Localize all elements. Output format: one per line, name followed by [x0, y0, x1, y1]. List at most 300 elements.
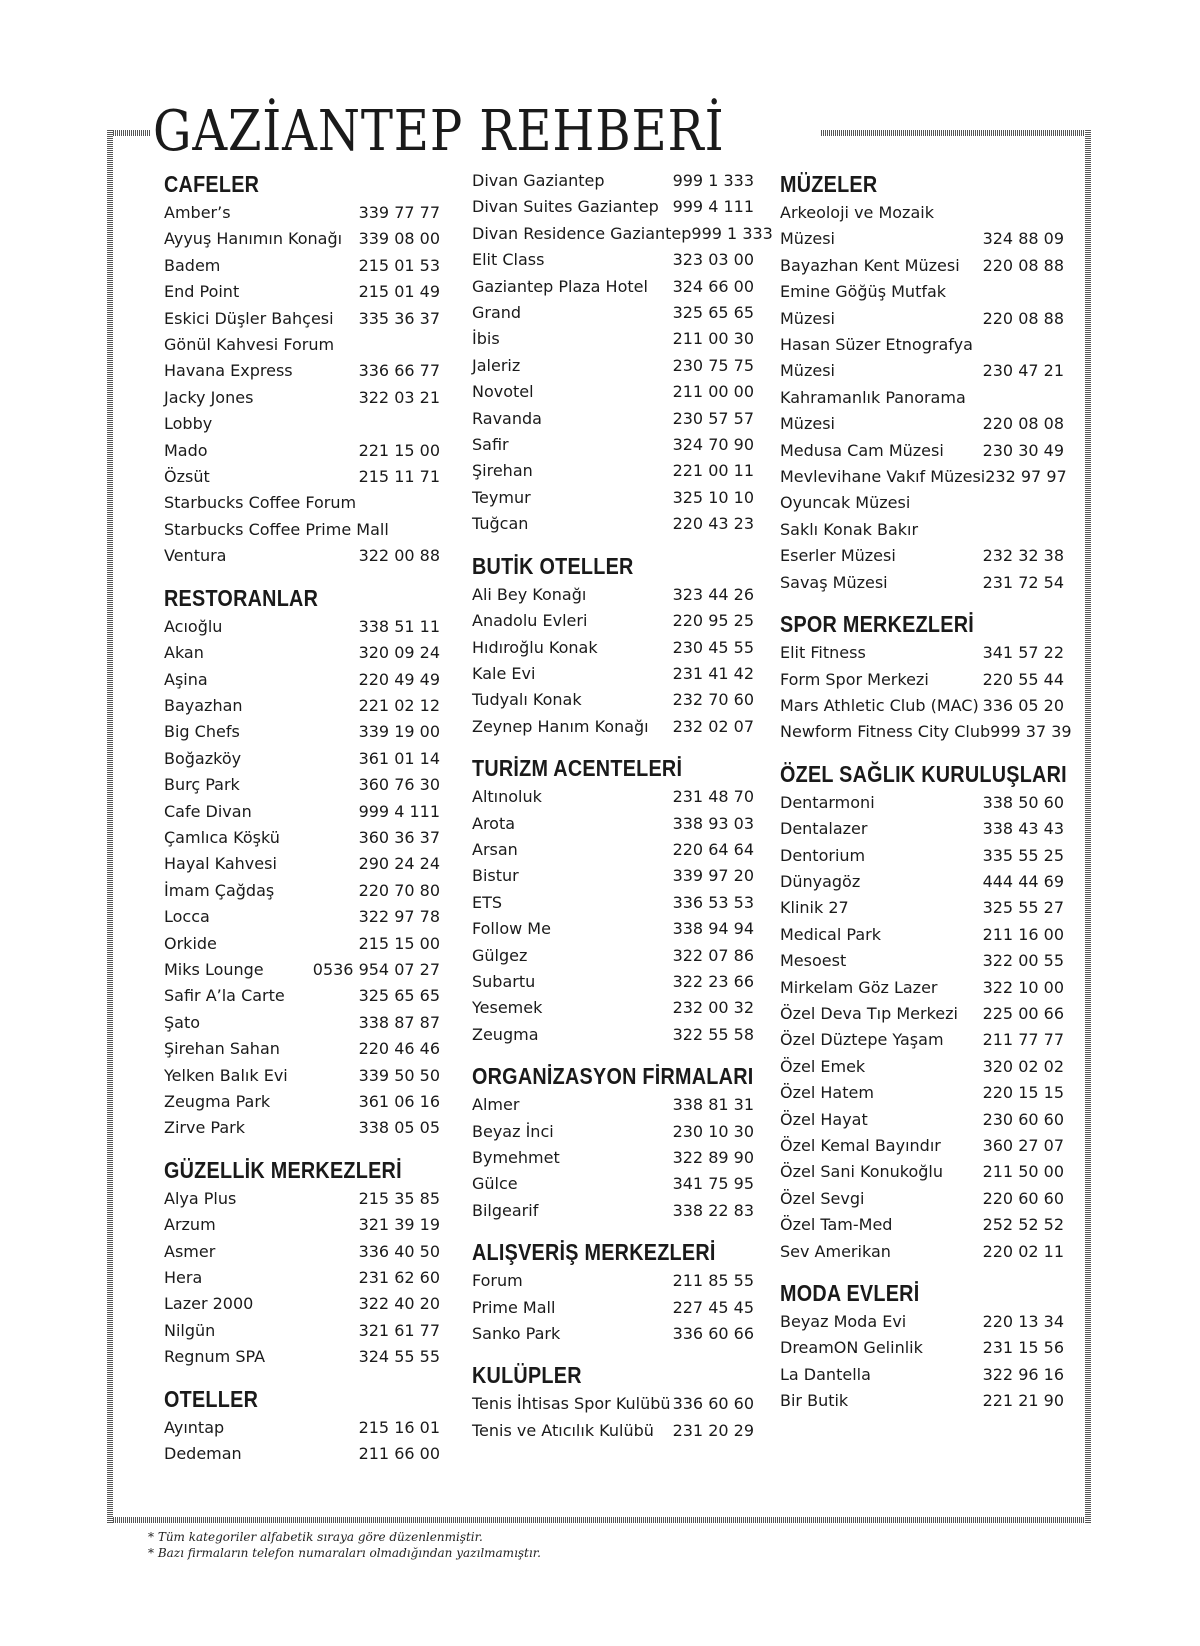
entry-phone: 335 55 25 — [982, 845, 1064, 865]
entry-name: Lobby — [164, 414, 213, 434]
directory-entry — [780, 1362, 1064, 1388]
directory-entry — [472, 811, 754, 837]
directory-entry — [164, 825, 440, 851]
entry-name: Nilgün — [164, 1320, 216, 1340]
entry-name: Form Spor Merkezi — [780, 669, 929, 689]
section-title: BUTİK OTELLER — [472, 552, 634, 579]
directory-entry — [164, 772, 440, 798]
directory-section — [472, 1236, 754, 1347]
section-title: OTELLER — [164, 1385, 259, 1412]
directory-entry — [164, 957, 440, 983]
entry-name: Zeynep Hanım Konağı — [472, 716, 649, 736]
directory-entry — [472, 1268, 754, 1294]
entry-name: Savaş Müzesi — [780, 572, 888, 592]
directory-entry — [780, 570, 1064, 596]
entry-phone: 322 00 88 — [358, 546, 440, 566]
entry-name: Follow Me — [472, 919, 551, 939]
entry-name: Bilgearif — [472, 1200, 539, 1220]
entry-name: Ventura — [164, 546, 227, 566]
entry-name: Gülgez — [472, 945, 528, 965]
directory-entry — [472, 221, 773, 247]
entry-phone: 220 08 88 — [982, 308, 1064, 328]
entry-name: La Dantella — [780, 1364, 871, 1384]
directory-entry — [780, 975, 1064, 1001]
directory-entry — [780, 464, 1067, 490]
entry-phone: 999 1 333 — [672, 171, 754, 190]
directory-column-1 — [164, 168, 440, 1467]
directory-column-2 — [472, 168, 773, 1444]
entry-name: Saklı Konak Bakır — [780, 519, 919, 539]
directory-entry — [472, 1295, 754, 1321]
entry-name: Arsan — [472, 839, 518, 859]
entry-phone: 215 01 53 — [358, 255, 440, 275]
entry-phone: 338 43 43 — [982, 819, 1064, 839]
directory-section — [164, 582, 440, 1142]
section-title: ORGANİZASYON FİRMALARI — [472, 1063, 754, 1090]
entry-name: Eserler Müzesi — [780, 546, 896, 566]
entry-phone: 999 4 111 — [672, 197, 754, 217]
directory-entry — [164, 200, 440, 226]
directory-entry — [472, 194, 754, 220]
entry-name: Bir Butik — [780, 1391, 849, 1411]
entry-name: Özel Tam-Med — [780, 1215, 893, 1235]
directory-entry — [780, 279, 1064, 305]
entry-phone: 336 66 77 — [358, 361, 440, 381]
directory-entry — [472, 969, 754, 995]
entry-name: Havana Express — [164, 361, 293, 381]
entry-phone: 211 00 00 — [672, 382, 754, 402]
entry-phone: 321 61 77 — [358, 1320, 440, 1340]
entry-phone: 323 03 00 — [672, 250, 754, 270]
directory-entry — [472, 1092, 754, 1118]
directory-entry — [472, 1022, 754, 1048]
entry-phone: 231 41 42 — [672, 663, 754, 683]
directory-entry — [780, 1388, 1064, 1414]
directory-entry — [472, 485, 754, 511]
entry-phone: 211 77 77 — [982, 1030, 1064, 1050]
directory-entry — [164, 640, 440, 666]
entry-phone: 325 55 27 — [982, 898, 1064, 918]
entry-phone: 211 85 55 — [672, 1271, 754, 1291]
directory-entry — [472, 582, 754, 608]
entry-phone: 221 02 12 — [358, 695, 440, 715]
directory-section — [780, 1277, 1064, 1415]
directory-entry — [164, 693, 440, 719]
entry-phone: 322 10 00 — [982, 977, 1064, 997]
entry-name: Mars Athletic Club (MAC) — [780, 695, 979, 715]
entry-name: Akan — [164, 643, 204, 663]
directory-entry — [780, 253, 1064, 279]
directory-entry — [472, 916, 754, 942]
directory-entry — [164, 543, 440, 569]
entry-name: Zirve Park — [164, 1118, 245, 1138]
entry-name: Özel Kemal Bayındır — [780, 1136, 941, 1155]
entry-phone: 231 72 54 — [982, 572, 1064, 592]
directory-entry — [472, 274, 754, 300]
entry-name: Özel Emek — [780, 1056, 866, 1076]
directory-entry — [164, 1186, 440, 1212]
entry-name: Boğazköy — [164, 748, 242, 768]
entry-name: ETS — [472, 892, 503, 912]
directory-entry — [164, 1415, 440, 1441]
page-title: GAZİANTEP REHBERİ — [152, 99, 725, 164]
entry-phone: 322 07 86 — [672, 945, 754, 965]
entry-name: Aşina — [164, 669, 208, 689]
directory-entry — [164, 983, 440, 1009]
directory-section — [780, 758, 1067, 1265]
entry-name: Müzesi — [780, 308, 835, 328]
directory-entry — [780, 1159, 1064, 1185]
title-banner — [150, 95, 820, 169]
entry-phone: 335 36 37 — [358, 308, 440, 328]
entry-phone: 220 49 49 — [358, 669, 440, 689]
entry-name: Tuğcan — [472, 514, 529, 534]
directory-entry — [472, 432, 754, 458]
entry-name: Bayazhan — [164, 695, 243, 715]
directory-entry — [164, 1239, 440, 1265]
directory-entry — [472, 1418, 754, 1444]
entry-phone: 211 50 00 — [982, 1162, 1064, 1182]
directory-entry — [164, 719, 440, 745]
entry-phone: 230 57 57 — [672, 408, 754, 428]
entry-phone: 232 32 38 — [982, 546, 1064, 566]
directory-entry — [164, 1089, 440, 1115]
directory-entry — [472, 714, 754, 740]
directory-entry — [164, 332, 440, 358]
directory-entry — [780, 1335, 1064, 1361]
entry-phone: 220 64 64 — [672, 839, 754, 859]
directory-entry — [164, 931, 440, 957]
directory-entry — [780, 332, 1064, 358]
entry-phone: 339 77 77 — [358, 203, 440, 222]
entry-name: Özel Hayat — [780, 1109, 868, 1129]
entry-phone: 338 05 05 — [358, 1118, 440, 1138]
entry-name: Şato — [164, 1012, 201, 1032]
entry-phone: 999 1 333 — [691, 223, 773, 243]
directory-entry — [164, 1265, 440, 1291]
frame-bottom-border — [107, 1517, 1091, 1523]
directory-entry — [780, 438, 1064, 464]
entry-name: Elit Class — [472, 250, 545, 270]
entry-name: Divan Gaziantep — [472, 171, 605, 190]
directory-entry — [780, 490, 1064, 516]
entry-phone: 341 75 95 — [672, 1174, 754, 1194]
entry-phone: 211 66 00 — [358, 1444, 440, 1464]
directory-entry — [780, 385, 1064, 411]
entry-phone: 220 70 80 — [358, 880, 440, 900]
entry-name: Safir — [472, 435, 509, 455]
entry-name: Jacky Jones — [164, 387, 254, 407]
entry-name: Prime Mall — [472, 1297, 556, 1317]
entry-name: Dedeman — [164, 1444, 242, 1464]
entry-phone: 230 60 60 — [982, 1109, 1064, 1129]
entry-name: Yesemek — [472, 998, 543, 1018]
entry-name: End Point — [164, 282, 240, 302]
entry-name: Ayıntap — [164, 1417, 225, 1437]
directory-entry — [472, 511, 754, 537]
entry-phone: 215 16 01 — [358, 1417, 440, 1437]
entry-phone: 338 22 83 — [672, 1200, 754, 1220]
entry-name: Acıoğlu — [164, 616, 223, 636]
directory-entry — [780, 895, 1064, 921]
entry-name: Cafe Divan — [164, 801, 252, 821]
entry-phone: 338 51 11 — [358, 616, 440, 636]
directory-entry — [472, 353, 754, 379]
entry-phone: 336 05 20 — [982, 695, 1064, 715]
directory-entry — [164, 1063, 440, 1089]
entry-name: Burç Park — [164, 775, 240, 795]
entry-phone: 220 13 34 — [982, 1312, 1064, 1332]
directory-entry — [472, 300, 754, 326]
directory-entry — [472, 943, 754, 969]
directory-entry — [164, 464, 440, 490]
directory-entry — [164, 358, 440, 384]
entry-phone: 444 44 69 — [982, 871, 1064, 891]
entry-phone: 230 75 75 — [672, 355, 754, 375]
directory-entry — [780, 1001, 1064, 1027]
entry-name: Dünyagöz — [780, 871, 861, 891]
entry-phone: 215 35 85 — [358, 1188, 440, 1208]
directory-entry — [780, 693, 1064, 719]
entry-phone: 220 95 25 — [672, 611, 754, 631]
directory-entry — [472, 326, 754, 352]
directory-entry — [472, 1119, 754, 1145]
entry-phone: 322 96 16 — [982, 1364, 1064, 1384]
entry-phone: 322 89 90 — [672, 1148, 754, 1167]
entry-name: Badem — [164, 255, 221, 275]
entry-name: Mirkelam Göz Lazer — [780, 977, 938, 997]
directory-entry — [780, 1186, 1064, 1212]
entry-phone: 322 03 21 — [358, 387, 440, 407]
directory-entry — [164, 904, 440, 930]
directory-entry — [780, 358, 1064, 384]
entry-name: Müzesi — [780, 361, 835, 381]
entry-name: Sanko Park — [472, 1324, 561, 1344]
directory-entry — [780, 306, 1064, 332]
entry-phone: 211 00 30 — [672, 329, 754, 349]
entry-phone: 324 70 90 — [672, 435, 754, 455]
entry-name: Ayyuş Hanımın Konağı — [164, 229, 343, 249]
directory-entry — [164, 385, 440, 411]
entry-phone: 339 97 20 — [672, 866, 754, 886]
entry-name: Müzesi — [780, 414, 835, 434]
entry-phone: 339 19 00 — [358, 722, 440, 742]
directory-entry — [164, 746, 440, 772]
entry-phone: 231 62 60 — [358, 1268, 440, 1288]
directory-entry — [780, 1239, 1064, 1265]
footnotes — [148, 1529, 541, 1561]
entry-phone: 324 88 09 — [982, 229, 1064, 249]
entry-name: Özel Düztepe Yaşam — [780, 1030, 944, 1050]
entry-name: Tenis ve Atıcılık Kulübü — [472, 1420, 654, 1440]
directory-entry — [472, 661, 754, 687]
entry-phone: 338 50 60 — [982, 792, 1064, 812]
section-title: ALIŞVERİŞ MERKEZLERİ — [472, 1239, 716, 1266]
entry-name: Mesoest — [780, 951, 847, 971]
directory-entry — [780, 1054, 1064, 1080]
directory-entry — [164, 1212, 440, 1238]
frame-right-border — [1085, 130, 1091, 1523]
directory-section — [780, 608, 1072, 746]
section-title: MÜZELER — [780, 171, 878, 197]
entry-phone: 322 97 78 — [358, 907, 440, 927]
directory-entry — [780, 640, 1064, 666]
entry-phone: 220 60 60 — [982, 1188, 1064, 1208]
directory-entry — [780, 517, 1064, 543]
entry-phone: 225 00 66 — [982, 1003, 1064, 1023]
directory-section — [472, 752, 754, 1048]
entry-name: Divan Suites Gaziantep — [472, 197, 659, 217]
directory-entry — [472, 784, 754, 810]
entry-phone: 220 55 44 — [982, 669, 1064, 689]
frame-left-border — [107, 130, 113, 1523]
entry-name: Bymehmet — [472, 1148, 560, 1167]
entry-name: Beyaz İnci — [472, 1121, 554, 1141]
directory-entry — [780, 1212, 1064, 1238]
directory-entry — [780, 226, 1064, 252]
entry-name: Elit Fitness — [780, 643, 866, 663]
entry-name: Arota — [472, 813, 516, 833]
entry-phone: 360 76 30 — [358, 775, 440, 795]
entry-phone: 221 15 00 — [358, 440, 440, 460]
entry-phone: 322 23 66 — [672, 971, 754, 991]
directory-entry — [472, 863, 754, 889]
directory-entry — [472, 1171, 754, 1197]
entry-phone: 360 36 37 — [358, 827, 440, 847]
entry-phone: 336 60 60 — [672, 1394, 754, 1414]
entry-name: Medical Park — [780, 924, 881, 944]
directory-section — [164, 1154, 440, 1371]
entry-phone: 361 06 16 — [358, 1092, 440, 1111]
entry-name: Arzum — [164, 1215, 216, 1235]
entry-phone: 220 08 88 — [982, 255, 1064, 275]
entry-phone: 221 21 90 — [982, 1391, 1064, 1411]
entry-phone: 232 00 32 — [672, 998, 754, 1018]
entry-name: Gülce — [472, 1174, 518, 1194]
entry-name: Mevlevihane Vakıf Müzesi — [780, 467, 986, 487]
directory-entry — [780, 869, 1064, 895]
entry-phone: 325 65 65 — [672, 303, 754, 323]
directory-entry — [780, 1133, 1064, 1159]
entry-name: Tudyalı Konak — [472, 690, 582, 710]
entry-phone: 338 94 94 — [672, 919, 754, 939]
entry-phone: 999 37 39 — [990, 722, 1072, 742]
entry-name: Hayal Kahvesi — [164, 854, 277, 874]
directory-entry — [780, 1309, 1064, 1335]
entry-phone: 220 08 08 — [982, 414, 1064, 434]
entry-name: Tenis İhtisas Spor Kulübü — [472, 1394, 671, 1414]
entry-name: Starbucks Coffee Forum — [164, 493, 357, 513]
entry-name: Hasan Süzer Etnografya — [780, 335, 973, 355]
entry-phone: 230 47 21 — [982, 361, 1064, 381]
entry-phone: 231 15 56 — [982, 1338, 1064, 1358]
entry-phone: 361 01 14 — [358, 748, 440, 768]
entry-name: DreamON Gelinlik — [780, 1338, 923, 1358]
entry-phone: 324 55 55 — [358, 1347, 440, 1367]
entry-phone: 338 81 31 — [672, 1095, 754, 1115]
entry-phone: 221 00 11 — [672, 461, 754, 481]
entry-name: Sev Amerikan — [780, 1241, 891, 1261]
directory-entry — [780, 843, 1064, 869]
entry-phone: 320 02 02 — [982, 1056, 1064, 1076]
entry-name: Hıdıroğlu Konak — [472, 637, 598, 657]
directory-entry — [164, 851, 440, 877]
entry-name: Gönül Kahvesi Forum — [164, 335, 335, 355]
entry-phone: 215 11 71 — [358, 467, 440, 487]
directory-entry — [780, 719, 1072, 745]
entry-phone: 252 52 52 — [982, 1215, 1064, 1235]
directory-entry — [472, 1145, 754, 1171]
entry-name: Beyaz Moda Evi — [780, 1312, 907, 1332]
entry-phone: 336 53 53 — [672, 892, 754, 912]
entry-name: Subartu — [472, 971, 536, 991]
entry-phone: 220 02 11 — [982, 1241, 1064, 1261]
entry-phone: 341 57 22 — [982, 643, 1064, 663]
entry-name: Almer — [472, 1095, 520, 1115]
directory-section — [472, 550, 754, 740]
section-title: TURİZM ACENTELERİ — [472, 755, 683, 782]
entry-name: Big Chefs — [164, 722, 240, 742]
directory-entry — [472, 1391, 754, 1417]
entry-name: Şirehan — [472, 461, 533, 481]
entry-phone: 322 00 55 — [982, 951, 1064, 971]
entry-name: Locca — [164, 907, 210, 927]
directory-column-3 — [780, 168, 1072, 1415]
directory-entry — [164, 253, 440, 279]
directory-entry — [780, 411, 1064, 437]
directory-entry — [472, 458, 754, 484]
entry-name: Dentarmoni — [780, 792, 875, 812]
entry-name: Klinik 27 — [780, 898, 849, 918]
directory-entry — [472, 890, 754, 916]
entry-phone: 220 46 46 — [358, 1039, 440, 1059]
entry-name: Newform Fitness City Club — [780, 722, 991, 742]
directory-entry — [164, 614, 440, 640]
directory-entry — [780, 200, 1064, 226]
directory-entry — [164, 1036, 440, 1062]
entry-phone: 232 70 60 — [672, 690, 754, 710]
directory-entry — [780, 790, 1064, 816]
entry-phone: 325 10 10 — [672, 487, 754, 507]
entry-name: Grand — [472, 303, 522, 323]
footnote-missing-phones: * Bazı firmaların telefon numaraları olmadığından yazılmamıştır. — [148, 1546, 541, 1560]
entry-phone: 231 48 70 — [672, 787, 754, 807]
directory-entry — [472, 837, 754, 863]
directory-entry — [780, 948, 1064, 974]
section-title: MODA EVLERİ — [780, 1280, 920, 1307]
footnote-alphabetical: * Tüm kategoriler alfabetik sıraya göre düzenlenmiştir. — [148, 1530, 483, 1544]
directory-section — [780, 168, 1067, 596]
directory-entry — [164, 279, 440, 305]
directory-entry — [164, 878, 440, 904]
directory-entry — [164, 1318, 440, 1344]
directory-entry — [780, 1027, 1064, 1053]
entry-name: Şirehan Sahan — [164, 1039, 280, 1059]
entry-phone: 339 50 50 — [358, 1065, 440, 1085]
directory-entry — [780, 816, 1064, 842]
directory-section — [472, 168, 773, 538]
entry-phone: 215 15 00 — [358, 933, 440, 953]
entry-phone: 231 20 29 — [672, 1420, 754, 1440]
directory-entry — [472, 608, 754, 634]
entry-name: Anadolu Evleri — [472, 611, 588, 631]
entry-phone: 227 45 45 — [672, 1297, 754, 1317]
entry-phone: 230 45 55 — [672, 637, 754, 657]
entry-name: Bistur — [472, 866, 519, 886]
entry-phone: 360 27 07 — [982, 1136, 1064, 1155]
section-title: KULÜPLER — [472, 1362, 582, 1389]
directory-section — [164, 1383, 440, 1468]
